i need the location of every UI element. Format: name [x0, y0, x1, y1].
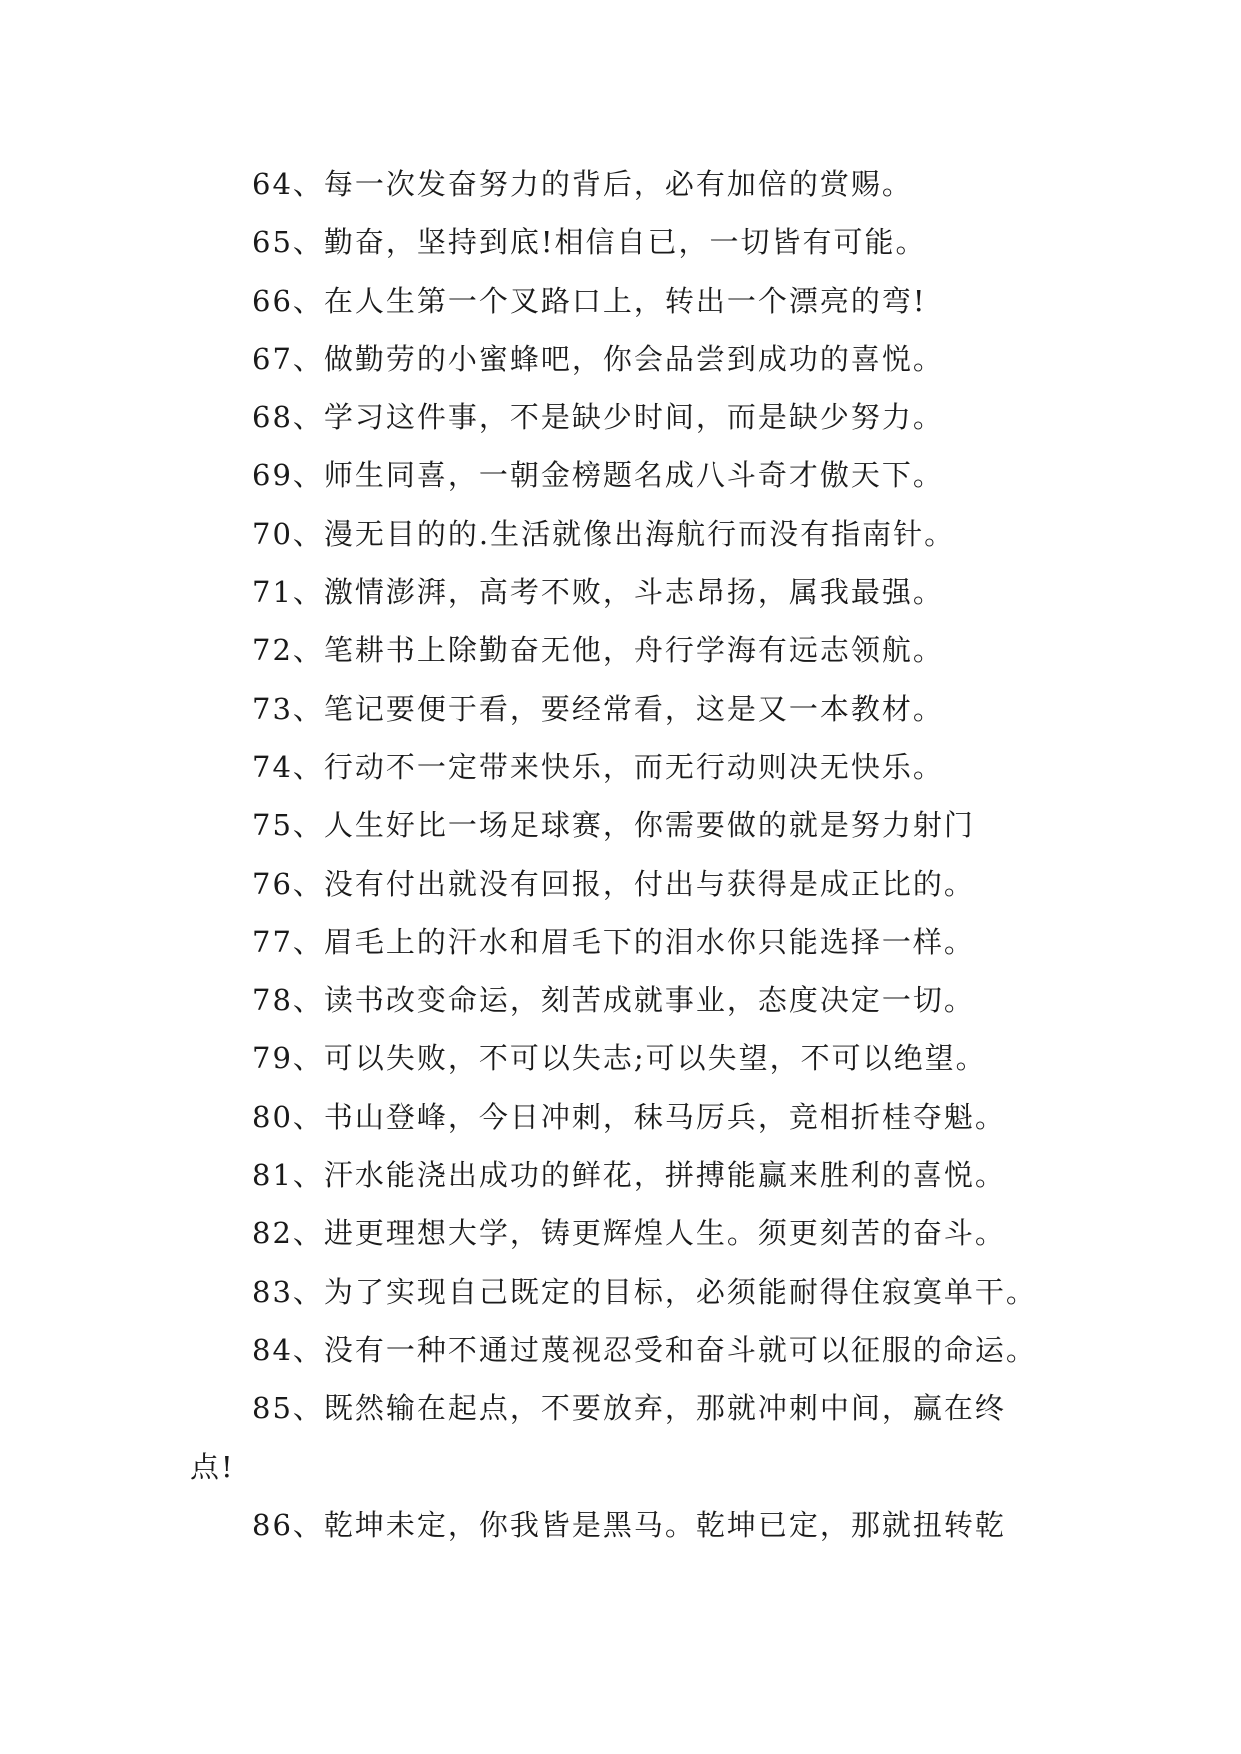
text-line: 80、书山登峰，今日冲刺，秣马厉兵，竞相折桂夺魁。 — [252, 1099, 1006, 1134]
text-line: 67、做勤劳的小蜜蜂吧，你会品尝到成功的喜悦。 — [252, 341, 944, 376]
document-body — [190, 155, 1070, 1554]
text-line: 86、乾坤未定，你我皆是黑马。乾坤已定，那就扭转乾 — [252, 1507, 1006, 1542]
text-line: 75、人生好比一场足球赛，你需要做的就是努力射门 — [252, 808, 975, 843]
text-line: 68、学习这件事，不是缺少时间，而是缺少努力。 — [252, 400, 944, 435]
text-line: 81、汗水能浇出成功的鲜花，拼搏能赢来胜利的喜悦。 — [252, 1158, 1006, 1193]
text-line: 70、漫无目的的.生活就像出海航行而没有指南针。 — [252, 516, 956, 551]
text-line: 74、行动不一定带来快乐，而无行动则决无快乐。 — [252, 749, 944, 784]
text-line: 85、既然输在起点，不要放弃，那就冲刺中间，赢在终 — [252, 1391, 1006, 1426]
text-line: 83、为了实现自己既定的目标，必须能耐得住寂寞单干。 — [252, 1274, 1037, 1309]
text-line: 73、笔记要便于看，要经常看，这是又一本教材。 — [252, 691, 944, 726]
text-line: 65、勤奋，坚持到底!相信自已，一切皆有可能。 — [252, 225, 927, 260]
text-line-continuation: 点! — [190, 1449, 235, 1484]
text-line: 72、笔耕书上除勤奋无他，舟行学海有远志领航。 — [252, 633, 944, 668]
text-line: 69、师生同喜，一朝金榜题名成八斗奇才傲天下。 — [252, 458, 944, 493]
text-line: 66、在人生第一个叉路口上，转出一个漂亮的弯! — [252, 283, 927, 318]
text-line: 78、读书改变命运，刻苦成就事业，态度决定一切。 — [252, 983, 975, 1018]
text-line: 84、没有一种不通过蔑视忍受和奋斗就可以征服的命运。 — [252, 1332, 1037, 1367]
text-line: 71、激情澎湃，高考不败，斗志昂扬，属我最强。 — [252, 575, 944, 610]
text-line: 77、眉毛上的汗水和眉毛下的泪水你只能选择一样。 — [252, 924, 975, 959]
text-line: 82、进更理想大学，铸更辉煌人生。须更刻苦的奋斗。 — [252, 1216, 1006, 1251]
text-line: 76、没有付出就没有回报，付出与获得是成正比的。 — [252, 866, 975, 901]
text-line: 79、可以失败，不可以失志;可以失望，不可以绝望。 — [252, 1041, 987, 1076]
text-line: 64、每一次发奋努力的背后，必有加倍的赏赐。 — [252, 167, 913, 201]
